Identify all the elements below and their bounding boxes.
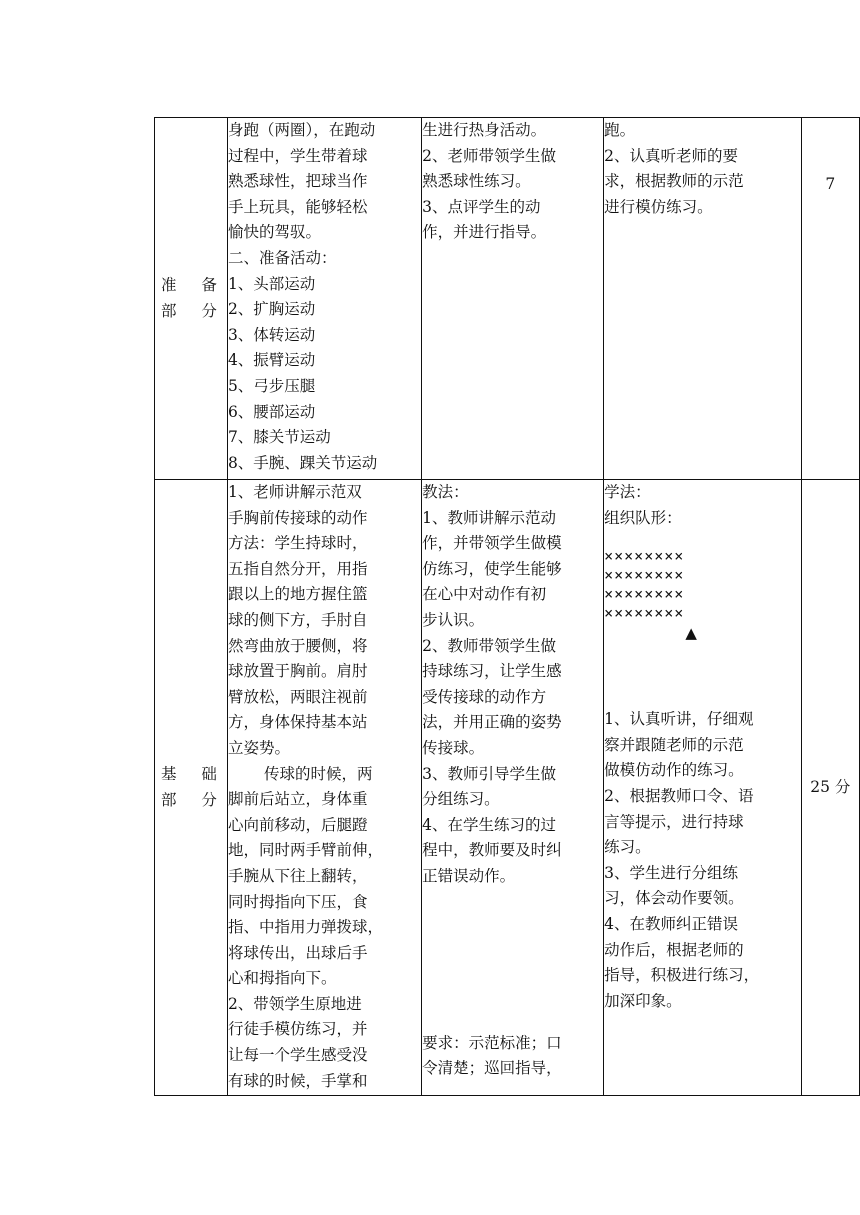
teacher-line: 分组练习。: [422, 790, 500, 809]
content-line: 让每一个学生感受没: [227, 1046, 368, 1065]
content-line: 然弯曲放于腰侧，将: [227, 636, 368, 655]
teacher-method-cell: [422, 480, 604, 1096]
content-line: 地，同时两手臂前伸，: [227, 841, 383, 860]
content-line: 手腕从下往上翻转，: [227, 866, 368, 885]
teacher-line: 2、教师带领学生做: [422, 636, 557, 655]
content-line: 5、弓步压腿: [227, 376, 316, 395]
teacher-requirement-line: 要求：示范标准；口: [422, 1033, 562, 1052]
content-line: 传球的时候，两: [263, 764, 373, 783]
content-line: 2、扩胸运动: [227, 300, 316, 319]
content-line: 有球的时候，手掌和: [227, 1071, 368, 1090]
content-line: 球放置于胸前。肩肘: [227, 662, 368, 681]
teacher-line: 传接球。: [422, 738, 485, 757]
teacher-line: 仿练习，使学生能够: [422, 559, 562, 578]
content-line: 身跑（两圈），在跑动: [227, 121, 376, 139]
teacher-line: 步认识。: [422, 610, 485, 629]
time-cell: [801, 480, 859, 1096]
student-method-cell: [604, 480, 802, 1096]
student-line: 求，根据教师的示范: [604, 172, 744, 191]
formation-row: ××××××××: [604, 585, 685, 604]
content-line: 过程中，学生带着球: [227, 146, 368, 165]
teacher-line: 持球练习，让学生感: [422, 662, 562, 681]
student-line: 进行模仿练习。: [604, 197, 713, 216]
teacher-line: 受传接球的动作方: [422, 687, 547, 706]
time-value: 25 分: [810, 777, 851, 796]
section-label-cell: [155, 480, 228, 1096]
teacher-line: 作，并带领学生做模: [422, 534, 562, 553]
teacher-line: 法，并用正确的姿势: [422, 713, 562, 732]
time-cell: [801, 118, 859, 480]
content-line: 8、手腕、踝关节运动: [227, 453, 378, 472]
section-label-cell: [155, 118, 228, 480]
content-line: 愉快的驾驭。: [227, 223, 321, 242]
student-method-cell: [604, 118, 802, 480]
content-line: 指、中指用力弹拨球，: [227, 918, 383, 937]
teacher-line: 2、老师带领学生做: [422, 146, 557, 165]
student-line: 做模仿动作的练习。: [604, 761, 744, 780]
content-line: 1、头部运动: [227, 274, 316, 293]
student-line: 2、根据教师口令、语: [604, 786, 754, 805]
content-line: 方，身体保持基本站: [227, 713, 368, 732]
time-value: 7: [825, 175, 836, 193]
content-line: 4、振臂运动: [227, 351, 316, 370]
lesson-plan-table: [154, 117, 860, 1096]
formation-row: ××××××××: [604, 604, 685, 623]
student-line: 1、认真听讲，仔细观: [604, 710, 754, 729]
student-method-title: 学法：: [604, 483, 651, 501]
spacer: [604, 643, 801, 707]
table-row-basic: [155, 480, 860, 1096]
content-line: 7、膝关节运动: [227, 428, 331, 447]
teacher-line: 在心中对动作有初: [422, 585, 547, 604]
teacher-line: 熟悉球性练习。: [422, 172, 531, 191]
content-line: 心和拇指向下。: [227, 969, 337, 988]
content-line: 同时拇指向下压，食: [227, 892, 368, 911]
student-line: 习，体会动作要领。: [604, 889, 744, 908]
section-label-line: 部 分: [161, 301, 227, 320]
content-line: 心向前移动，后腿蹬: [227, 815, 368, 834]
section-label-line: 基 础: [161, 764, 227, 783]
content-line: 手胸前传接球的动作: [227, 508, 368, 527]
student-line: 跑。: [604, 121, 636, 139]
student-line: 4、在教师纠正错误: [604, 914, 738, 933]
formation-title: 组织队形：: [604, 508, 682, 527]
student-line: 练习。: [604, 838, 651, 857]
teacher-line: 1、教师讲解示范动: [422, 508, 557, 527]
section-label-line: 准 备: [161, 275, 227, 294]
spacer: [422, 980, 603, 1031]
content-line: 将球传出，出球后手: [227, 943, 368, 962]
teacher-line: 生进行热身活动。: [422, 121, 547, 139]
formation-diagram: [604, 547, 801, 623]
content-line: 熟悉球性，把球当作: [227, 172, 368, 191]
teacher-requirement-line: 令清楚；巡回指导，: [422, 1059, 562, 1078]
content-line: 脚前后站立，身体重: [227, 790, 368, 809]
teacher-line: 正错误动作。: [422, 866, 516, 885]
section-label-line: 部 分: [161, 790, 227, 809]
content-line: 跟以上的地方握住篮: [227, 585, 368, 604]
student-line: 加深印象。: [604, 991, 682, 1010]
content-cell: [227, 118, 421, 480]
teacher-line: 4、在学生练习的过: [422, 815, 557, 834]
content-cell: [227, 480, 421, 1096]
teacher-line: 作，并进行指导。: [422, 223, 547, 242]
content-line: 3、体转运动: [227, 325, 316, 344]
content-line: 五指自然分开，用指: [227, 559, 368, 578]
content-line: 球的侧下方，手肘自: [227, 610, 368, 629]
teacher-method-cell: [422, 118, 604, 480]
content-line: 手上玩具，能够轻松: [227, 197, 368, 216]
teacher-line: 3、点评学生的动: [422, 197, 541, 216]
formation-row: ××××××××: [604, 566, 685, 585]
student-line: 指导，积极进行练习，: [604, 966, 760, 985]
student-line: 3、学生进行分组练: [604, 863, 738, 882]
content-line: 方法：学生持球时，: [227, 534, 368, 553]
content-line: 行徒手模仿练习，并: [227, 1020, 368, 1039]
student-line: 察并跟随老师的示范: [604, 735, 744, 754]
formation-row: ××××××××: [604, 547, 685, 566]
content-line: 臂放松，两眼注视前: [227, 687, 368, 706]
content-line: 二、准备活动：: [227, 248, 337, 267]
content-line: 6、腰部运动: [227, 402, 316, 421]
teacher-position-marker-icon: ▲: [685, 624, 697, 643]
teacher-method-title: 教法：: [422, 483, 469, 501]
teacher-line: 程中，教师要及时纠: [422, 841, 562, 860]
content-line: 立姿势。: [227, 738, 290, 757]
table-row-preparation: [155, 118, 860, 480]
spacer: [422, 890, 603, 980]
student-line: 动作后，根据老师的: [604, 940, 744, 959]
content-line: 2、带领学生原地进: [227, 994, 362, 1013]
teacher-line: 3、教师引导学生做: [422, 764, 557, 783]
content-line: 1、老师讲解示范双: [227, 483, 362, 501]
student-line: 2、认真听老师的要: [604, 146, 738, 165]
student-line: 言等提示，进行持球: [604, 812, 744, 831]
